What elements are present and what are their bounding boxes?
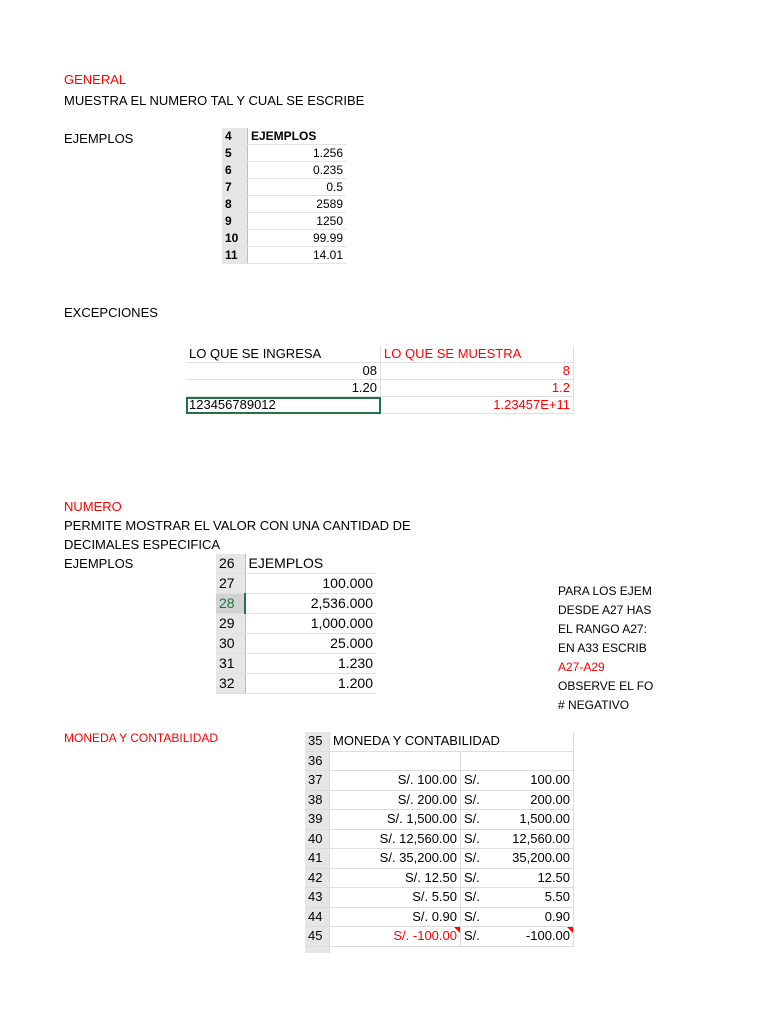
table-row — [216, 634, 376, 654]
table-cell[interactable] — [461, 829, 574, 849]
table-cell[interactable]: 0.5 — [248, 179, 347, 196]
table-row — [305, 771, 574, 791]
table-cell[interactable]: 1,000.000 — [245, 614, 376, 634]
row-number: 10 — [222, 230, 248, 247]
row-number: 5 — [222, 145, 248, 162]
amount: 12,560.00 — [512, 830, 570, 846]
table-cell — [330, 946, 461, 953]
table-cell[interactable] — [461, 771, 574, 791]
table-row — [222, 162, 346, 179]
table-row — [216, 594, 376, 614]
table-cell[interactable]: S/. 12.50 — [330, 868, 461, 888]
side-note: PARA LOS EJEM — [558, 584, 652, 598]
table-cell[interactable] — [461, 790, 574, 810]
row-number: 27 — [216, 574, 245, 594]
side-note: OBSERVE EL FO — [558, 679, 654, 693]
table-row — [186, 380, 574, 397]
table-cell[interactable]: S/. 200.00 — [330, 790, 461, 810]
table-row — [222, 247, 346, 264]
table-cell[interactable] — [330, 751, 461, 771]
currency-symbol: S/. — [464, 811, 480, 826]
row-number: 43 — [305, 888, 330, 908]
table-cell[interactable]: S/. 100.00 — [330, 771, 461, 791]
row-number: 44 — [305, 907, 330, 927]
table-cell-negative[interactable]: S/. -100.00 — [330, 927, 461, 947]
table-row — [305, 907, 574, 927]
table-cell[interactable] — [461, 810, 574, 830]
amount: 200.00 — [530, 791, 570, 807]
row-number: 11 — [222, 247, 248, 264]
currency-symbol: S/. — [464, 850, 480, 865]
table-cell[interactable] — [461, 849, 574, 869]
table-cell[interactable]: S/. 1,500.00 — [330, 810, 461, 830]
amount: 0.90 — [544, 908, 570, 924]
table-cell[interactable]: 100.000 — [245, 574, 376, 594]
table-row — [186, 363, 574, 380]
table-row — [305, 868, 574, 888]
table-cell[interactable] — [461, 868, 574, 888]
table-row — [222, 213, 346, 230]
moneda-table — [305, 732, 574, 953]
table-cell[interactable]: 1.200 — [245, 674, 376, 694]
table-row — [222, 145, 346, 162]
table-cell[interactable]: S/. 12,560.00 — [330, 829, 461, 849]
table-header-cell[interactable]: EJEMPLOS — [248, 128, 347, 145]
numero-line1: PERMITE MOSTRAR EL VALOR CON UNA CANTIDAD DE — [64, 518, 411, 533]
currency-symbol: S/. — [464, 928, 480, 943]
table-row — [186, 346, 574, 363]
row-number: 37 — [305, 771, 330, 791]
currency-symbol: S/. — [464, 869, 480, 885]
amount: 12.50 — [537, 869, 570, 885]
table-cell[interactable]: 25.000 — [245, 634, 376, 654]
table-header-cell[interactable]: LO QUE SE INGRESA — [186, 346, 381, 363]
row-number: 39 — [305, 810, 330, 830]
table-row — [216, 674, 376, 694]
side-note: # NEGATIVO — [558, 698, 630, 712]
row-number: 4 — [222, 128, 248, 145]
side-note: DESDE A27 HAS — [558, 603, 652, 617]
table-row — [222, 128, 346, 145]
row-number: 41 — [305, 849, 330, 869]
table-cell[interactable]: 1.230 — [245, 654, 376, 674]
table-row — [305, 732, 574, 751]
table-row — [222, 230, 346, 247]
table-cell[interactable]: 8 — [381, 363, 574, 380]
table-row — [222, 196, 346, 213]
row-number: 32 — [216, 674, 245, 694]
currency-symbol: S/. — [464, 772, 480, 787]
amount: 100.00 — [530, 772, 570, 787]
row-number — [305, 946, 330, 953]
row-number: 29 — [216, 614, 245, 634]
table-cell[interactable]: 1.256 — [248, 145, 347, 162]
table-cell[interactable]: 1.2 — [381, 380, 574, 397]
exceptions-table — [186, 346, 574, 414]
row-number: 36 — [305, 751, 330, 771]
numero-ejemplos-label: EJEMPLOS — [64, 556, 134, 571]
table-cell[interactable]: 1250 — [248, 213, 347, 230]
currency-symbol: S/. — [464, 889, 480, 904]
table-cell[interactable]: S/. 5.50 — [330, 888, 461, 908]
numero-examples-table — [216, 554, 376, 694]
side-note: A27-A29 — [558, 660, 605, 674]
table-cell[interactable]: 08 — [186, 363, 381, 380]
row-number: 38 — [305, 790, 330, 810]
table-header-cell[interactable]: MONEDA Y CONTABILIDAD — [330, 732, 574, 751]
currency-symbol: S/. — [464, 791, 480, 807]
table-cell[interactable]: 99.99 — [248, 230, 347, 247]
general-ejemplos-label: EJEMPLOS — [64, 131, 134, 146]
numero-title: NUMERO — [64, 499, 122, 514]
table-cell — [461, 946, 574, 953]
table-cell[interactable]: 1.23457E+11 — [381, 397, 574, 414]
table-row — [186, 397, 574, 414]
general-description: MUESTRA EL NUMERO TAL Y CUAL SE ESCRIBE — [64, 93, 365, 108]
table-cell[interactable] — [461, 927, 574, 947]
row-number-selected: 28 — [216, 594, 245, 614]
table-row — [222, 179, 346, 196]
table-cell[interactable]: 1.20 — [186, 380, 381, 397]
table-row — [305, 790, 574, 810]
row-number: 9 — [222, 213, 248, 230]
currency-symbol: S/. — [464, 830, 480, 846]
side-note: EL RANGO A27: — [558, 622, 647, 636]
table-header-cell[interactable]: LO QUE SE MUESTRA — [381, 346, 574, 363]
table-row — [305, 946, 574, 953]
table-row — [216, 654, 376, 674]
row-number: 35 — [305, 732, 330, 751]
table-cell[interactable] — [461, 751, 574, 771]
amount: 35,200.00 — [512, 850, 570, 865]
table-cell[interactable]: 2589 — [248, 196, 347, 213]
general-examples-table — [222, 128, 346, 264]
table-cell[interactable]: S/. 35,200.00 — [330, 849, 461, 869]
table-header-cell[interactable]: EJEMPLOS — [245, 554, 376, 574]
row-number: 8 — [222, 196, 248, 213]
table-row — [305, 888, 574, 908]
row-number: 40 — [305, 829, 330, 849]
table-row — [305, 810, 574, 830]
general-title: GENERAL — [64, 72, 127, 87]
table-row — [305, 829, 574, 849]
row-number: 7 — [222, 179, 248, 196]
row-number: 30 — [216, 634, 245, 654]
amount: 1,500.00 — [519, 811, 570, 826]
table-row — [305, 927, 574, 947]
table-cell[interactable] — [461, 907, 574, 927]
row-number: 31 — [216, 654, 245, 674]
row-number: 45 — [305, 927, 330, 947]
amount: -100.00 — [525, 928, 570, 943]
table-row — [305, 751, 574, 771]
row-number: 26 — [216, 554, 245, 574]
side-note: EN A33 ESCRIB — [558, 641, 647, 655]
excepciones-title: EXCEPCIONES — [64, 305, 158, 320]
table-cell[interactable]: 2,536.000 — [245, 594, 376, 614]
table-row — [216, 574, 376, 594]
table-cell[interactable]: S/. 0.90 — [330, 907, 461, 927]
amount: 5.50 — [544, 889, 570, 904]
currency-symbol: S/. — [464, 908, 480, 924]
table-row — [216, 614, 376, 634]
table-cell[interactable] — [461, 888, 574, 908]
table-cell[interactable]: 14.01 — [248, 247, 347, 264]
table-cell[interactable]: 0.235 — [248, 162, 347, 179]
active-cell[interactable]: 123456789012 — [186, 397, 381, 414]
table-row — [305, 849, 574, 869]
row-number: 6 — [222, 162, 248, 179]
moneda-title: MONEDA Y CONTABILIDAD — [64, 731, 219, 745]
numero-line2: DECIMALES ESPECIFICA — [64, 537, 221, 552]
row-number: 42 — [305, 868, 330, 888]
table-row — [216, 554, 376, 574]
